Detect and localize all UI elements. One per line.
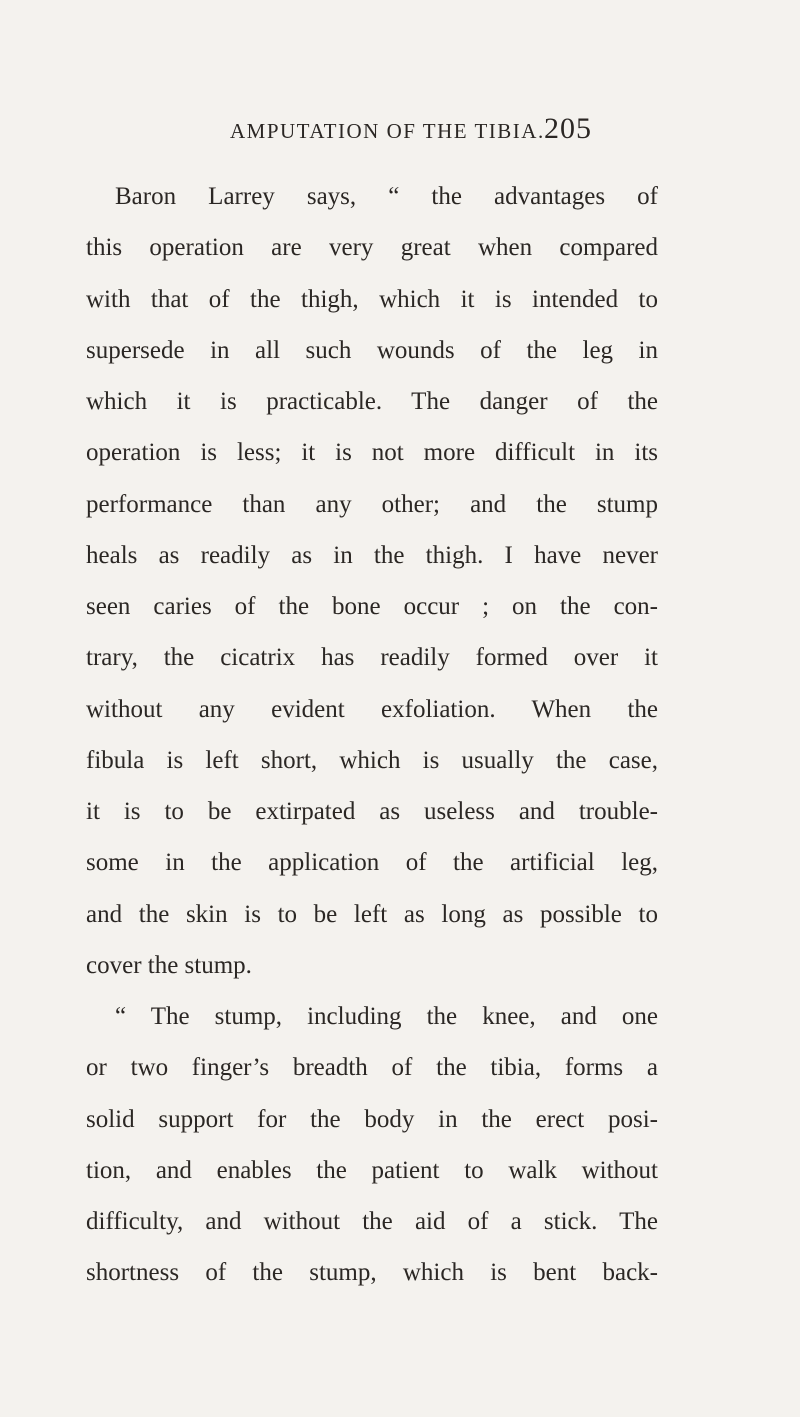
text-line: “ The stump, including the knee, and one <box>115 1003 658 1030</box>
text-line: without any evident exfoliation. When the <box>86 695 658 723</box>
text-line: with that of the thigh, which it is intended to <box>86 285 658 313</box>
text-line: supersede in all such wounds of the leg in <box>86 336 658 364</box>
page-number: 205 <box>544 112 592 145</box>
text-line: which it is practicable. The danger of the <box>86 388 658 415</box>
body-text <box>86 171 658 1299</box>
text-line: Baron Larrey says, “ the advantages of <box>115 183 658 210</box>
text-line: shortness of the stump, which is bent back- <box>86 1259 658 1287</box>
text-line: or two finger’s breadth of the tibia, forms a <box>86 1054 658 1082</box>
text-line: some in the application of the artificial leg, <box>86 849 658 877</box>
text-line: fibula is left short, which is usually the case, <box>86 746 658 774</box>
text-line: tion, and enables the patient to walk without <box>86 1156 658 1184</box>
text-line: operation is less; it is not more difficult in its <box>86 439 658 467</box>
running-title: AMPUTATION OF THE TIBIA. <box>230 119 545 143</box>
text-line: trary, the cicatrix has readily formed over it <box>86 644 658 672</box>
text-line: heals as readily as in the thigh. I have never <box>86 541 658 569</box>
text-line: seen caries of the bone occur ; on the con- <box>86 593 658 620</box>
text-line: difficulty, and without the aid of a stick. The <box>86 1208 658 1235</box>
text-line: performance than any other; and the stump <box>86 490 658 518</box>
text-line: this operation are very great when compared <box>86 234 658 262</box>
text-line: solid support for the body in the erect posi- <box>86 1105 658 1133</box>
running-head <box>0 112 800 155</box>
text-line: cover the stump. <box>86 951 252 979</box>
text-line: and the skin is to be left as long as possible to <box>86 900 658 928</box>
text-line: it is to be extirpated as useless and trouble- <box>86 798 658 825</box>
